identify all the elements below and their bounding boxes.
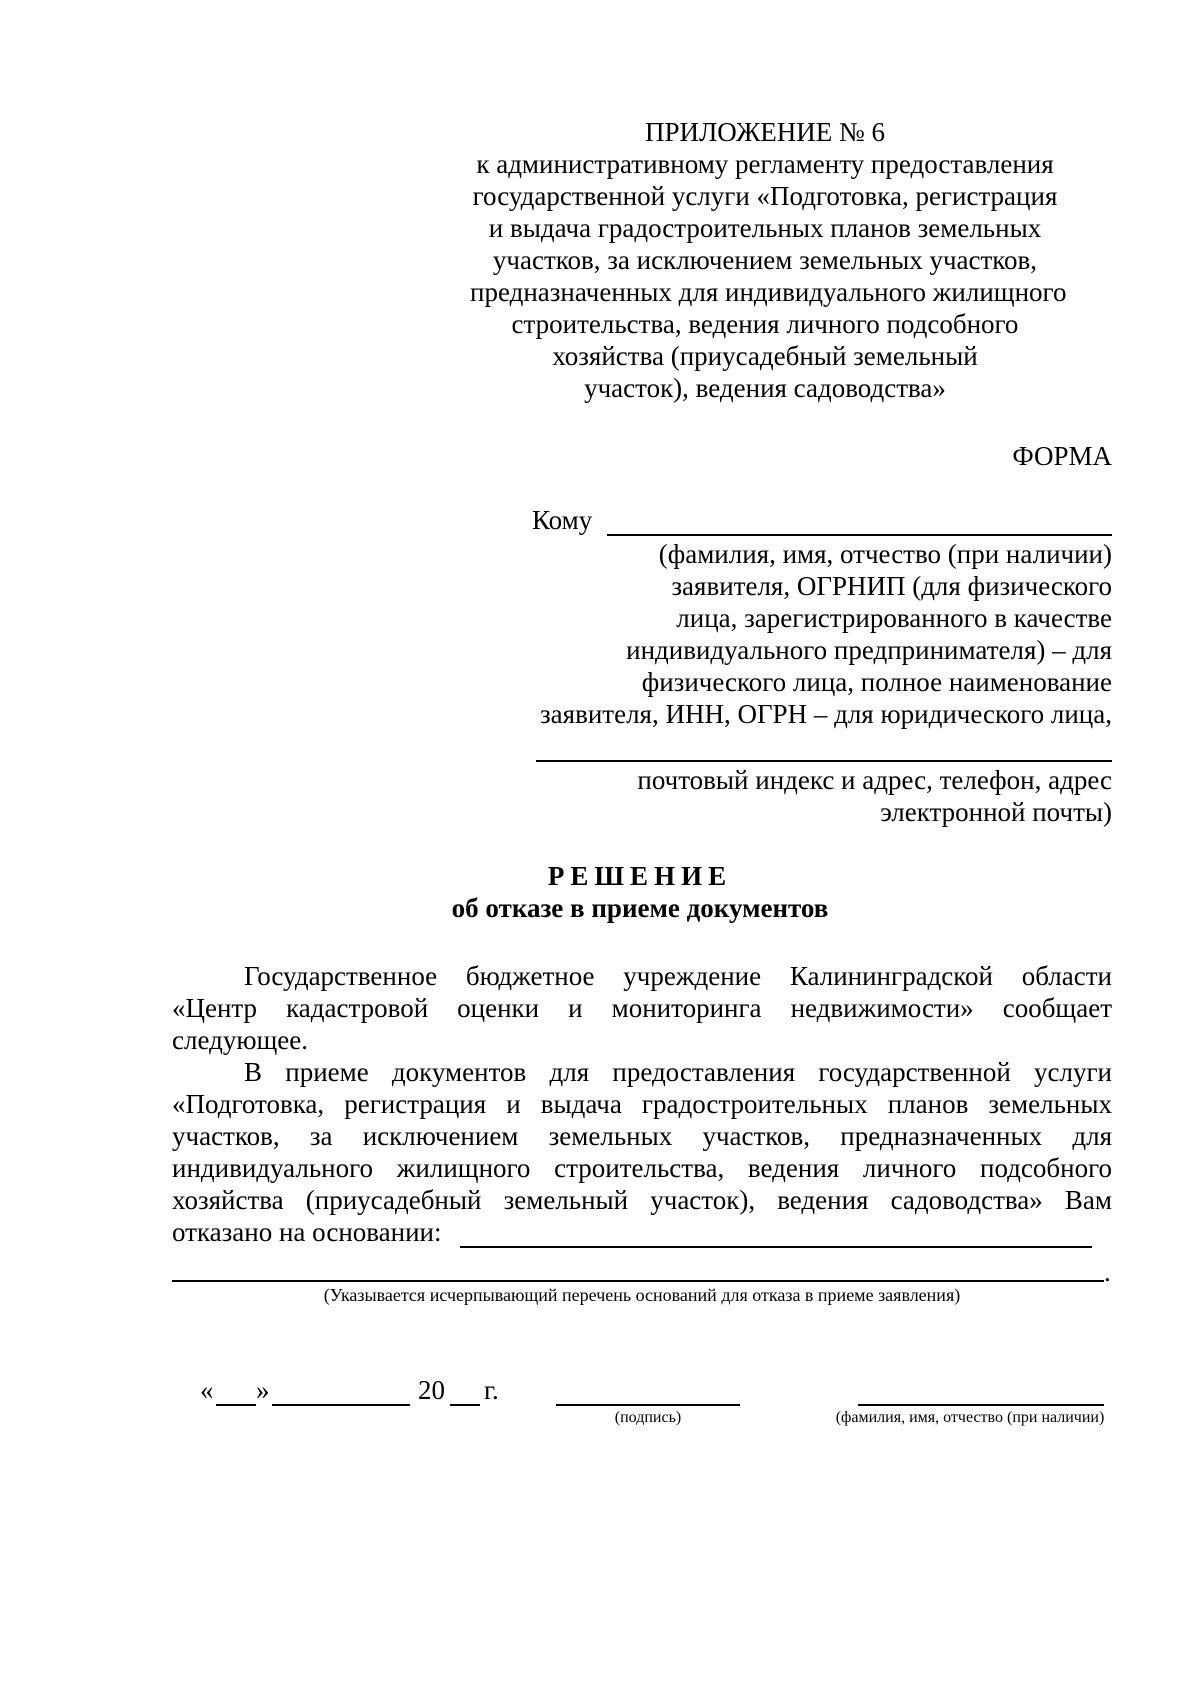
paragraph-line: «Подготовка, регистрация и выдача градостроительных планов земельных xyxy=(172,1089,1112,1119)
recipient-note-line: заявителя, ОГРНИП (для физического xyxy=(671,571,1112,601)
decision-title: РЕШЕНИЕ xyxy=(547,861,733,891)
paragraph-refusal xyxy=(172,1056,1112,1216)
fio-note: (фамилия, имя, отчество (при наличии) xyxy=(835,1409,1105,1426)
date-year-prefix: 20 xyxy=(418,1375,445,1405)
date-year-suffix: г. xyxy=(484,1375,499,1405)
date-quote-open: « xyxy=(200,1375,214,1405)
address-note xyxy=(472,764,1112,828)
recipient-note-line: физического лица, полное наименование xyxy=(641,667,1112,697)
basis-row xyxy=(172,1216,1112,1250)
basis-input-line[interactable] xyxy=(460,1246,1092,1248)
recipient-row xyxy=(532,504,1112,538)
appendix-line: участков, за исключением земельных участков, xyxy=(492,245,1038,275)
date-day-input-line[interactable] xyxy=(216,1404,256,1406)
recipient-note xyxy=(472,538,1112,730)
appendix-title: ПРИЛОЖЕНИЕ № 6 xyxy=(644,117,886,147)
recipient-note-line: индивидуального предпринимателя) – для xyxy=(626,635,1112,665)
signature-note: (подпись) xyxy=(614,1409,682,1426)
appendix-line: предназначенных для индивидуального жилищного xyxy=(470,277,1067,307)
basis-label: отказано на основании: xyxy=(172,1217,442,1247)
date-month-input-line[interactable] xyxy=(272,1404,410,1406)
recipient-address-input-line[interactable] xyxy=(536,760,1112,762)
paragraph-line: индивидуального жилищного строительства, ведения личного подсобного xyxy=(172,1153,1112,1183)
recipient-note-line: лица, зарегистрированного в качестве xyxy=(676,603,1112,633)
date-year-input-line[interactable] xyxy=(450,1404,480,1406)
appendix-line: к административному регламенту предоставления xyxy=(476,149,1054,179)
fio-input-line[interactable] xyxy=(858,1404,1104,1406)
paragraph-line: Государственное бюджетное учреждение Калининградской области xyxy=(244,961,1112,991)
basis-input-line-2[interactable] xyxy=(172,1280,1104,1282)
basis-end-period: . xyxy=(1104,1257,1111,1287)
appendix-line: хозяйства (приусадебный земельный xyxy=(552,341,978,371)
recipient-note-line: (фамилия, имя, отчество (при наличии) xyxy=(658,539,1112,569)
date-quote-close: » xyxy=(256,1375,270,1405)
recipient-note-line: заявителя, ИНН, ОГРН – для юридического лица, xyxy=(540,699,1112,729)
paragraph-line: хозяйства (приусадебный земельный участок), ведения садоводства» Вам xyxy=(172,1185,1112,1215)
appendix-line: и выдача градостроительных планов земельных xyxy=(488,213,1042,243)
address-note-line: почтовый индекс и адрес, телефон, адрес xyxy=(637,765,1112,795)
basis-note: (Указывается исчерпывающий перечень оснований для отказа в приеме заявления) xyxy=(323,1285,961,1305)
paragraph-line: следующее. xyxy=(172,1025,309,1055)
decision-subtitle: об отказе в приеме документов xyxy=(451,893,829,923)
appendix-line: государственной услуги «Подготовка, регистрация xyxy=(472,181,1058,211)
recipient-input-line[interactable] xyxy=(607,534,1112,536)
appendix-line: строительства, ведения личного подсобного xyxy=(511,309,1019,339)
paragraph-intro xyxy=(172,960,1112,1056)
form-label: ФОРМА xyxy=(1012,441,1112,471)
address-note-line: электронной почты) xyxy=(880,797,1112,827)
signature-input-line[interactable] xyxy=(556,1404,740,1406)
appendix-header xyxy=(470,116,1067,404)
appendix-line: участок), ведения садоводства» xyxy=(584,373,946,403)
recipient-label: Кому xyxy=(532,505,593,535)
paragraph-line: В приеме документов для предоставления государственной услуги xyxy=(244,1057,1112,1087)
paragraph-line: участков, за исключением земельных участков, предназначенных для xyxy=(172,1121,1112,1151)
paragraph-line: «Центр кадастровой оценки и мониторинга недвижимости» сообщает xyxy=(172,993,1112,1023)
